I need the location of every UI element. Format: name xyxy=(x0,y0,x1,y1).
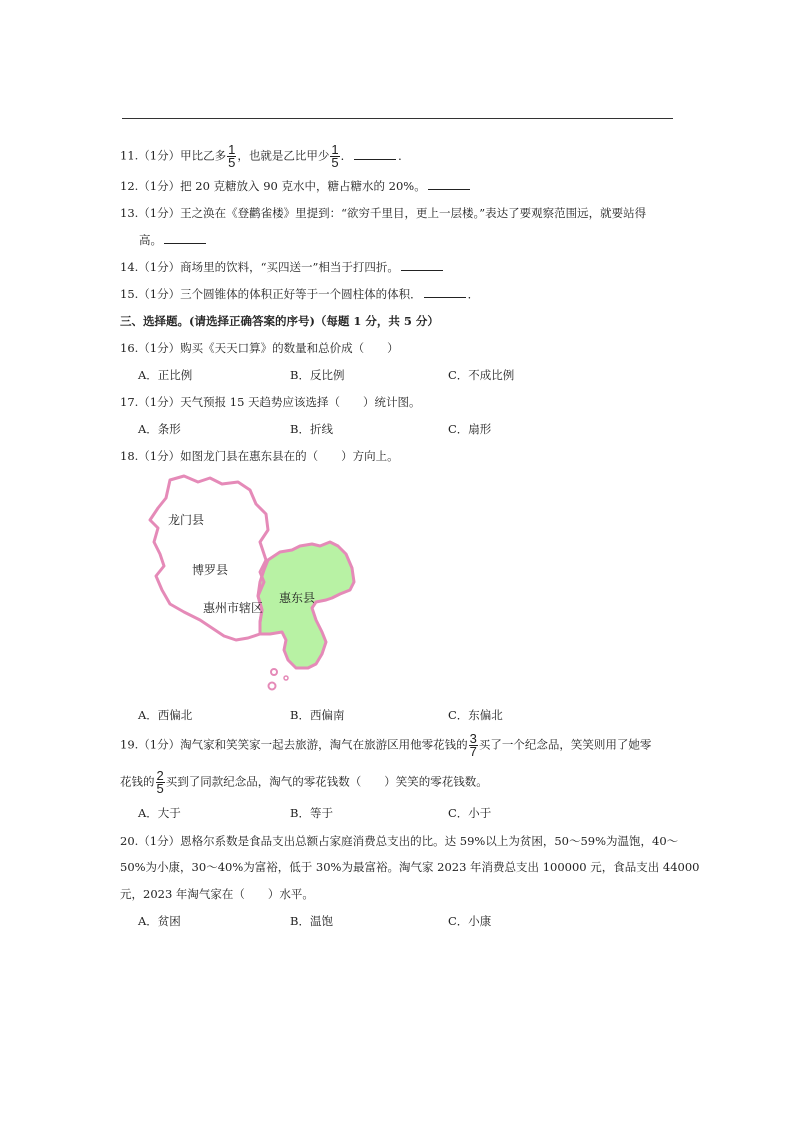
fraction-numerator: 1 xyxy=(331,142,339,157)
question-12 xyxy=(120,177,472,195)
option-a[interactable]: A．贫困 xyxy=(138,914,181,928)
option-b[interactable]: B．西偏南 xyxy=(290,708,345,722)
label-huidong: 惠东县 xyxy=(279,591,316,605)
question-19-text-d: 买到了同款纪念品，淘气的零花钱数（ ）笑笑的零花钱数。 xyxy=(165,774,488,789)
answer-blank[interactable] xyxy=(424,286,466,298)
answer-blank[interactable] xyxy=(401,259,443,271)
fraction-denominator: 5 xyxy=(156,781,164,796)
option-b[interactable]: B．等于 xyxy=(290,806,333,820)
answer-blank[interactable] xyxy=(428,178,470,190)
fraction-denominator: 7 xyxy=(469,744,477,759)
question-19-text-a: 19.（1分）淘气家和笑笑家一起去旅游，淘气在旅游区用他零花钱的 xyxy=(120,737,468,752)
question-13-line-1 xyxy=(120,204,646,222)
question-11-text-b: ，也就是乙比甲少 xyxy=(237,148,330,163)
question-11-suffix: ． xyxy=(398,148,410,163)
county-map xyxy=(140,472,380,697)
question-15 xyxy=(120,285,479,303)
question-12-text: 12.（1分）把 20 克糖放入 90 克水中，糖占糖水的 20%。 xyxy=(120,179,426,193)
option-b[interactable]: B．折线 xyxy=(290,422,333,436)
option-b[interactable]: B．温饱 xyxy=(290,914,333,928)
label-huizhou: 惠州市辖区 xyxy=(203,601,264,615)
fraction-two-fifths xyxy=(156,770,165,795)
fraction-denominator: 5 xyxy=(331,155,339,170)
answer-blank[interactable] xyxy=(354,148,396,160)
option-c[interactable]: C．小于 xyxy=(448,806,492,820)
option-c[interactable]: C．扇形 xyxy=(448,422,492,436)
question-11-text-a: 11.（1分）甲比乙多 xyxy=(120,148,227,163)
fraction-one-fifth xyxy=(227,144,236,169)
western-counties-outline xyxy=(150,476,268,640)
question-20-line-3: 元，2023 年淘气家在（ ）水平。 xyxy=(120,887,314,901)
island xyxy=(271,669,277,675)
question-19-text-c: 花钱的 xyxy=(120,774,155,789)
answer-blank[interactable] xyxy=(164,232,206,244)
question-19-line-2 xyxy=(120,770,488,795)
question-20-line-2: 50%为小康，30～40%为富裕，低于 30%为最富裕。淘气家 2023 年消费总支出 100000 元，食品支出 44000 xyxy=(120,860,700,874)
question-13-line-2 xyxy=(139,231,208,249)
section-heading: 三、选择题。(请选择正确答案的序号)（每题 1 分，共 5 分） xyxy=(120,314,439,328)
option-a[interactable]: A．正比例 xyxy=(138,368,193,382)
fraction-three-sevenths xyxy=(469,733,478,758)
fraction-numerator: 2 xyxy=(156,768,164,783)
question-15-suffix: ． xyxy=(467,287,480,301)
fraction-denominator: 5 xyxy=(228,155,236,170)
question-19-line-1 xyxy=(120,733,651,758)
question-14 xyxy=(120,258,445,276)
option-c[interactable]: C．东偏北 xyxy=(448,708,503,722)
island xyxy=(269,683,276,690)
option-c[interactable]: C．小康 xyxy=(448,914,492,928)
fraction-numerator: 1 xyxy=(228,142,236,157)
label-boluo: 博罗县 xyxy=(192,563,229,577)
fraction-numerator: 3 xyxy=(469,731,477,746)
question-15-text: 15.（1分）三个圆锥体的体积正好等于一个圆柱体的体积． xyxy=(120,287,422,301)
question-19-text-b: 买了一个纪念品，笑笑则用了她零 xyxy=(478,737,652,752)
option-a[interactable]: A．大于 xyxy=(138,806,181,820)
option-a[interactable]: A．条形 xyxy=(138,422,181,436)
question-17: 17.（1分）天气预报 15 天趋势应该选择（ ）统计图。 xyxy=(120,395,421,409)
question-14-text: 14.（1分）商场里的饮料，“买四送一”相当于打四折。 xyxy=(120,260,399,274)
question-18: 18.（1分）如图龙门县在惠东县在的（ ）方向上。 xyxy=(120,449,399,463)
question-16: 16.（1分）购买《天天口算》的数量和总价成（ ） xyxy=(120,341,399,355)
question-20-line-1: 20.（1分）恩格尔系数是食品支出总额占家庭消费总支出的比。达 59%以上为贫困，50～59%为温饱，40～ xyxy=(120,834,679,848)
island xyxy=(284,676,288,680)
question-11: 11.（1分）甲比乙多 $\frac{1}{5}$ ，也就是乙比甲少 $\frac{1}{5}$ ． ． xyxy=(120,142,410,170)
label-longmen: 龙门县 xyxy=(168,513,205,527)
option-c[interactable]: C．不成比例 xyxy=(448,368,515,382)
option-a[interactable]: A．西偏北 xyxy=(138,708,193,722)
question-13-text-2: 高。 xyxy=(139,233,162,247)
huidong-region xyxy=(258,542,354,668)
header-rule xyxy=(122,118,673,119)
fraction-one-fifth xyxy=(330,144,339,169)
option-b[interactable]: B．反比例 xyxy=(290,368,345,382)
question-13-text: 13.（1分）王之涣在《登鹳雀楼》里提到：“欲穷千里目，更上一层楼。”表达了要观察范围远，就要站得 xyxy=(120,206,647,220)
